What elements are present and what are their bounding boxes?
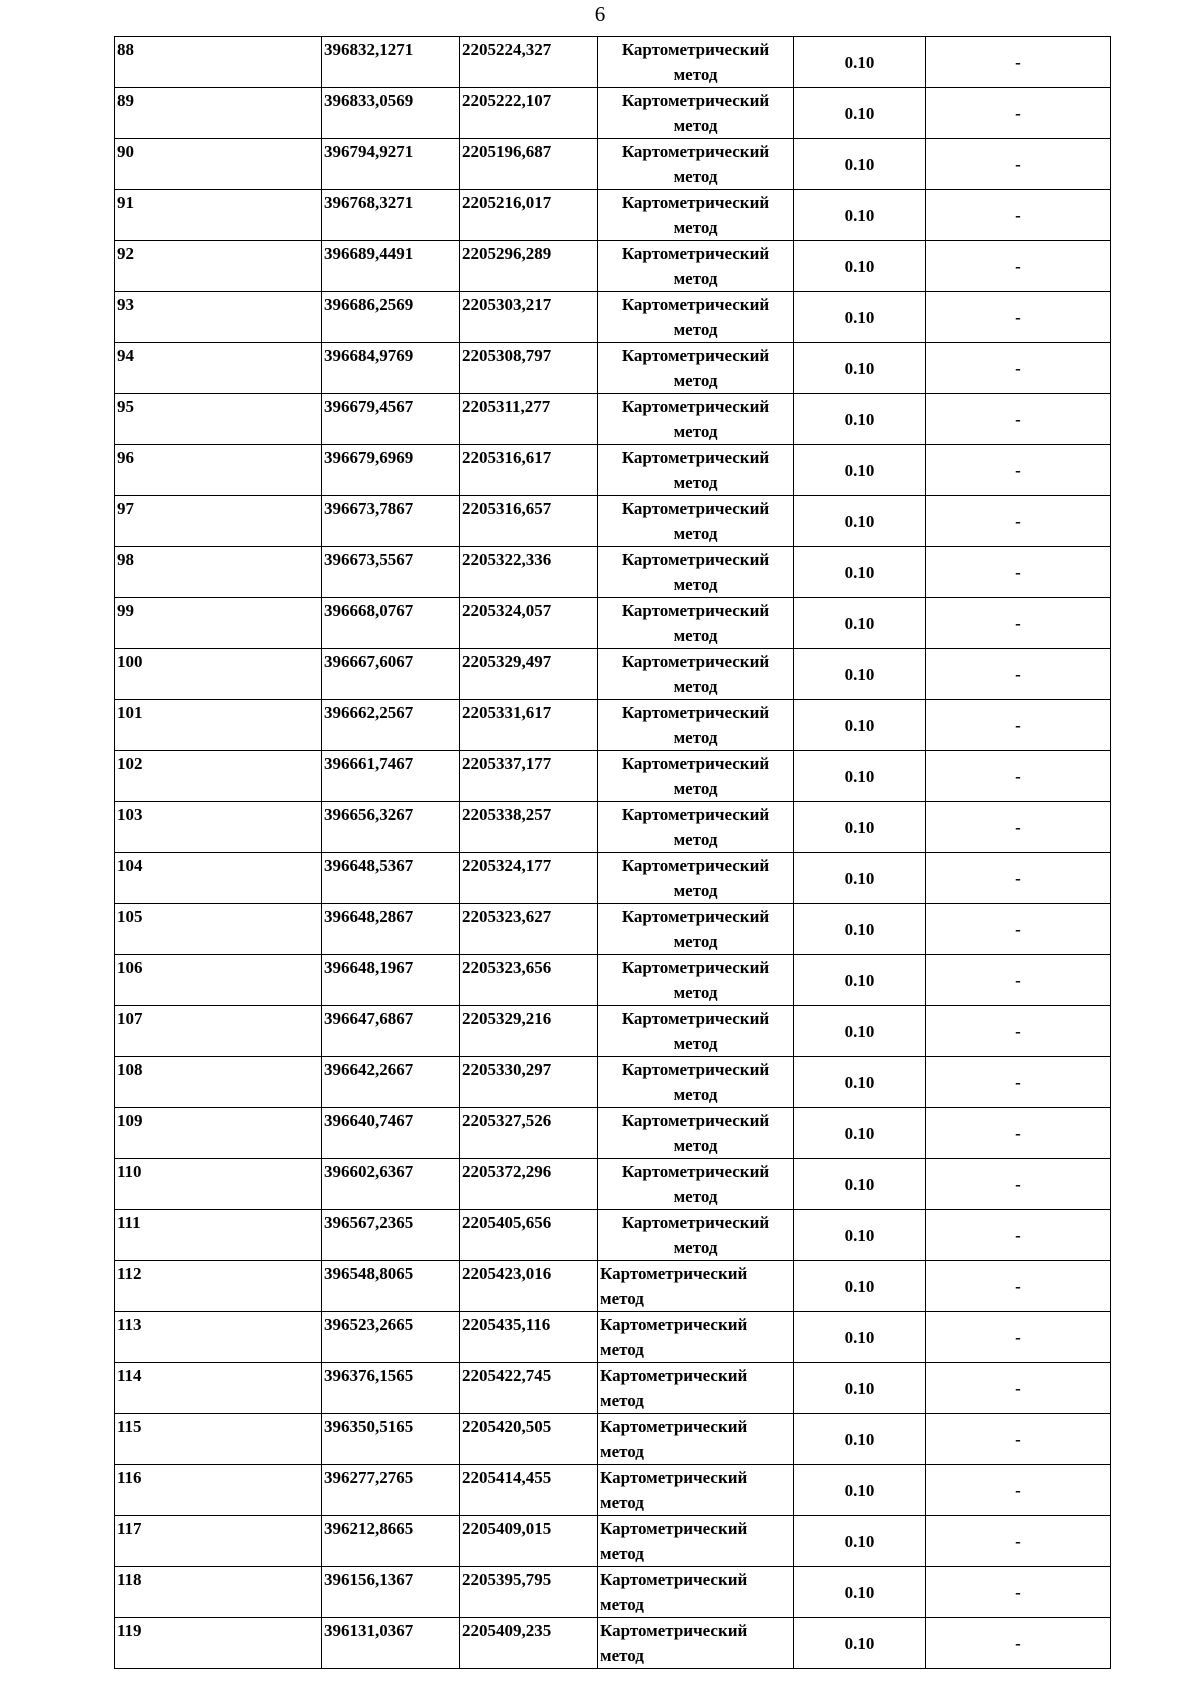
point-number-cell: 108 xyxy=(115,1057,322,1108)
accuracy-cell: 0.10 xyxy=(794,1414,926,1465)
method-line-2: метод xyxy=(600,1595,644,1614)
method-line-2: метод xyxy=(600,1289,644,1308)
method-line-1: Картометрический xyxy=(621,295,770,314)
x-coordinate-cell: 396794,9271 xyxy=(322,139,460,190)
method-line-2: метод xyxy=(673,779,718,798)
table-row xyxy=(115,1108,1111,1159)
x-coordinate-cell: 396768,3271 xyxy=(322,190,460,241)
point-number-cell: 90 xyxy=(115,139,322,190)
description-cell: - xyxy=(926,1465,1111,1516)
point-number-cell: 111 xyxy=(115,1210,322,1261)
y-coordinate-cell: 2205420,505 xyxy=(460,1414,598,1465)
method-cell xyxy=(598,1210,794,1261)
table-row xyxy=(115,700,1111,751)
description-cell: - xyxy=(926,394,1111,445)
point-number-cell: 116 xyxy=(115,1465,322,1516)
x-coordinate-cell: 396156,1367 xyxy=(322,1567,460,1618)
x-coordinate-cell: 396673,7867 xyxy=(322,496,460,547)
method-cell xyxy=(598,802,794,853)
point-number-cell: 110 xyxy=(115,1159,322,1210)
method-cell xyxy=(598,190,794,241)
x-coordinate-cell: 396640,7467 xyxy=(322,1108,460,1159)
point-number-cell: 89 xyxy=(115,88,322,139)
method-line-2: метод xyxy=(673,1034,718,1053)
method-line-1: Картометрический xyxy=(600,1315,748,1334)
method-line-2: метод xyxy=(673,524,718,543)
table-row xyxy=(115,1465,1111,1516)
description-cell: - xyxy=(926,904,1111,955)
x-coordinate-cell: 396679,6969 xyxy=(322,445,460,496)
method-line-1: Картометрический xyxy=(621,1213,770,1232)
method-line-1: Картометрический xyxy=(621,1060,770,1079)
method-line-1: Картометрический xyxy=(600,1417,748,1436)
method-cell xyxy=(598,292,794,343)
point-number-cell: 100 xyxy=(115,649,322,700)
table-row xyxy=(115,955,1111,1006)
method-line-1: Картометрический xyxy=(621,1111,770,1130)
point-number-cell: 105 xyxy=(115,904,322,955)
accuracy-cell: 0.10 xyxy=(794,394,926,445)
point-number-cell: 117 xyxy=(115,1516,322,1567)
y-coordinate-cell: 2205435,116 xyxy=(460,1312,598,1363)
table-row xyxy=(115,802,1111,853)
table-row xyxy=(115,751,1111,802)
point-number-cell: 115 xyxy=(115,1414,322,1465)
point-number-cell: 101 xyxy=(115,700,322,751)
y-coordinate-cell: 2205405,656 xyxy=(460,1210,598,1261)
description-cell: - xyxy=(926,1159,1111,1210)
point-number-cell: 95 xyxy=(115,394,322,445)
point-number-cell: 93 xyxy=(115,292,322,343)
accuracy-cell: 0.10 xyxy=(794,1210,926,1261)
accuracy-cell: 0.10 xyxy=(794,1057,926,1108)
description-cell: - xyxy=(926,496,1111,547)
table-row xyxy=(115,853,1111,904)
method-cell xyxy=(598,88,794,139)
method-line-2: метод xyxy=(673,269,718,288)
y-coordinate-cell: 2205330,297 xyxy=(460,1057,598,1108)
y-coordinate-cell: 2205324,177 xyxy=(460,853,598,904)
y-coordinate-cell: 2205423,016 xyxy=(460,1261,598,1312)
table-row xyxy=(115,445,1111,496)
method-line-1: Картометрический xyxy=(621,142,770,161)
method-cell xyxy=(598,1414,794,1465)
method-line-2: метод xyxy=(673,473,718,492)
method-cell xyxy=(598,649,794,700)
table-row xyxy=(115,241,1111,292)
x-coordinate-cell: 396667,6067 xyxy=(322,649,460,700)
description-cell: - xyxy=(926,1210,1111,1261)
method-line-2: метод xyxy=(673,1238,718,1257)
x-coordinate-cell: 396567,2365 xyxy=(322,1210,460,1261)
method-line-1: Картометрический xyxy=(621,550,770,569)
point-number-cell: 92 xyxy=(115,241,322,292)
table-row xyxy=(115,1159,1111,1210)
point-number-cell: 97 xyxy=(115,496,322,547)
accuracy-cell: 0.10 xyxy=(794,649,926,700)
description-cell: - xyxy=(926,751,1111,802)
method-line-1: Картометрический xyxy=(621,601,770,620)
description-cell: - xyxy=(926,1006,1111,1057)
table-row xyxy=(115,139,1111,190)
method-line-2: метод xyxy=(673,320,718,339)
method-line-2: метод xyxy=(673,1187,718,1206)
description-cell: - xyxy=(926,1618,1111,1669)
accuracy-cell: 0.10 xyxy=(794,1108,926,1159)
method-line-1: Картометрический xyxy=(621,499,770,518)
table-row xyxy=(115,1006,1111,1057)
point-number-cell: 88 xyxy=(115,37,322,88)
method-line-1: Картометрический xyxy=(621,805,770,824)
description-cell: - xyxy=(926,853,1111,904)
accuracy-cell: 0.10 xyxy=(794,751,926,802)
accuracy-cell: 0.10 xyxy=(794,496,926,547)
method-cell xyxy=(598,1363,794,1414)
x-coordinate-cell: 396661,7467 xyxy=(322,751,460,802)
method-line-1: Картометрический xyxy=(621,244,770,263)
method-cell xyxy=(598,1159,794,1210)
description-cell: - xyxy=(926,547,1111,598)
description-cell: - xyxy=(926,37,1111,88)
accuracy-cell: 0.10 xyxy=(794,1567,926,1618)
table-row xyxy=(115,1567,1111,1618)
description-cell: - xyxy=(926,445,1111,496)
method-line-2: метод xyxy=(673,830,718,849)
y-coordinate-cell: 2205303,217 xyxy=(460,292,598,343)
description-cell: - xyxy=(926,1312,1111,1363)
description-cell: - xyxy=(926,1261,1111,1312)
accuracy-cell: 0.10 xyxy=(794,292,926,343)
method-cell xyxy=(598,955,794,1006)
point-number-cell: 96 xyxy=(115,445,322,496)
accuracy-cell: 0.10 xyxy=(794,1363,926,1414)
point-number-cell: 119 xyxy=(115,1618,322,1669)
method-line-2: метод xyxy=(600,1493,644,1512)
y-coordinate-cell: 2205224,327 xyxy=(460,37,598,88)
method-line-1: Картометрический xyxy=(621,40,770,59)
table-row xyxy=(115,1210,1111,1261)
method-cell xyxy=(598,241,794,292)
method-line-2: метод xyxy=(600,1391,644,1410)
point-number-cell: 109 xyxy=(115,1108,322,1159)
table-row xyxy=(115,1618,1111,1669)
x-coordinate-cell: 396679,4567 xyxy=(322,394,460,445)
table-row xyxy=(115,496,1111,547)
method-cell xyxy=(598,904,794,955)
method-line-1: Картометрический xyxy=(600,1366,748,1385)
table-row xyxy=(115,343,1111,394)
x-coordinate-cell: 396647,6867 xyxy=(322,1006,460,1057)
point-number-cell: 104 xyxy=(115,853,322,904)
coordinates-table xyxy=(114,36,1111,1669)
method-line-1: Картометрический xyxy=(621,1009,770,1028)
y-coordinate-cell: 2205409,235 xyxy=(460,1618,598,1669)
method-line-2: метод xyxy=(600,1442,644,1461)
y-coordinate-cell: 2205395,795 xyxy=(460,1567,598,1618)
point-number-cell: 98 xyxy=(115,547,322,598)
method-line-2: метод xyxy=(673,65,718,84)
method-cell xyxy=(598,1057,794,1108)
method-line-2: метод xyxy=(673,575,718,594)
method-cell xyxy=(598,1108,794,1159)
method-line-1: Картометрический xyxy=(600,1570,748,1589)
accuracy-cell: 0.10 xyxy=(794,139,926,190)
y-coordinate-cell: 2205422,745 xyxy=(460,1363,598,1414)
description-cell: - xyxy=(926,292,1111,343)
accuracy-cell: 0.10 xyxy=(794,241,926,292)
table-row xyxy=(115,1261,1111,1312)
method-line-2: метод xyxy=(673,881,718,900)
accuracy-cell: 0.10 xyxy=(794,1465,926,1516)
accuracy-cell: 0.10 xyxy=(794,1006,926,1057)
accuracy-cell: 0.10 xyxy=(794,1261,926,1312)
accuracy-cell: 0.10 xyxy=(794,1159,926,1210)
x-coordinate-cell: 396602,6367 xyxy=(322,1159,460,1210)
y-coordinate-cell: 2205331,617 xyxy=(460,700,598,751)
method-line-1: Картометрический xyxy=(621,193,770,212)
table-row xyxy=(115,190,1111,241)
method-line-2: метод xyxy=(600,1340,644,1359)
description-cell: - xyxy=(926,190,1111,241)
description-cell: - xyxy=(926,343,1111,394)
x-coordinate-cell: 396131,0367 xyxy=(322,1618,460,1669)
accuracy-cell: 0.10 xyxy=(794,343,926,394)
description-cell: - xyxy=(926,139,1111,190)
method-line-2: метод xyxy=(673,371,718,390)
x-coordinate-cell: 396684,9769 xyxy=(322,343,460,394)
description-cell: - xyxy=(926,802,1111,853)
table-row xyxy=(115,394,1111,445)
table-row xyxy=(115,1363,1111,1414)
description-cell: - xyxy=(926,1414,1111,1465)
accuracy-cell: 0.10 xyxy=(794,904,926,955)
method-line-2: метод xyxy=(673,167,718,186)
method-line-1: Картометрический xyxy=(600,1264,748,1283)
method-cell xyxy=(598,598,794,649)
method-cell xyxy=(598,1006,794,1057)
method-line-1: Картометрический xyxy=(621,1162,770,1181)
x-coordinate-cell: 396648,1967 xyxy=(322,955,460,1006)
point-number-cell: 91 xyxy=(115,190,322,241)
description-cell: - xyxy=(926,1057,1111,1108)
accuracy-cell: 0.10 xyxy=(794,190,926,241)
y-coordinate-cell: 2205372,296 xyxy=(460,1159,598,1210)
y-coordinate-cell: 2205414,455 xyxy=(460,1465,598,1516)
method-cell xyxy=(598,700,794,751)
x-coordinate-cell: 396523,2665 xyxy=(322,1312,460,1363)
method-cell xyxy=(598,445,794,496)
y-coordinate-cell: 2205329,497 xyxy=(460,649,598,700)
x-coordinate-cell: 396668,0767 xyxy=(322,598,460,649)
point-number-cell: 94 xyxy=(115,343,322,394)
y-coordinate-cell: 2205323,627 xyxy=(460,904,598,955)
y-coordinate-cell: 2205329,216 xyxy=(460,1006,598,1057)
method-line-2: метод xyxy=(673,677,718,696)
accuracy-cell: 0.10 xyxy=(794,1516,926,1567)
description-cell: - xyxy=(926,1363,1111,1414)
x-coordinate-cell: 396642,2667 xyxy=(322,1057,460,1108)
method-line-2: метод xyxy=(673,218,718,237)
description-cell: - xyxy=(926,1108,1111,1159)
y-coordinate-cell: 2205316,617 xyxy=(460,445,598,496)
point-number-cell: 118 xyxy=(115,1567,322,1618)
accuracy-cell: 0.10 xyxy=(794,445,926,496)
method-cell xyxy=(598,1312,794,1363)
y-coordinate-cell: 2205323,656 xyxy=(460,955,598,1006)
y-coordinate-cell: 2205338,257 xyxy=(460,802,598,853)
y-coordinate-cell: 2205337,177 xyxy=(460,751,598,802)
table-row xyxy=(115,1057,1111,1108)
accuracy-cell: 0.10 xyxy=(794,802,926,853)
method-cell xyxy=(598,1567,794,1618)
method-cell xyxy=(598,394,794,445)
x-coordinate-cell: 396689,4491 xyxy=(322,241,460,292)
table-row xyxy=(115,1414,1111,1465)
y-coordinate-cell: 2205196,687 xyxy=(460,139,598,190)
accuracy-cell: 0.10 xyxy=(794,88,926,139)
description-cell: - xyxy=(926,241,1111,292)
point-number-cell: 113 xyxy=(115,1312,322,1363)
method-line-2: метод xyxy=(673,1136,718,1155)
y-coordinate-cell: 2205324,057 xyxy=(460,598,598,649)
method-line-1: Картометрический xyxy=(621,703,770,722)
x-coordinate-cell: 396548,8065 xyxy=(322,1261,460,1312)
method-cell xyxy=(598,751,794,802)
accuracy-cell: 0.10 xyxy=(794,598,926,649)
accuracy-cell: 0.10 xyxy=(794,37,926,88)
method-cell xyxy=(598,1261,794,1312)
x-coordinate-cell: 396648,5367 xyxy=(322,853,460,904)
method-cell xyxy=(598,1465,794,1516)
method-line-2: метод xyxy=(673,116,718,135)
method-line-1: Картометрический xyxy=(621,754,770,773)
x-coordinate-cell: 396673,5567 xyxy=(322,547,460,598)
description-cell: - xyxy=(926,1516,1111,1567)
method-cell xyxy=(598,496,794,547)
description-cell: - xyxy=(926,649,1111,700)
x-coordinate-cell: 396833,0569 xyxy=(322,88,460,139)
table-row xyxy=(115,649,1111,700)
accuracy-cell: 0.10 xyxy=(794,1618,926,1669)
accuracy-cell: 0.10 xyxy=(794,547,926,598)
description-cell: - xyxy=(926,1567,1111,1618)
method-line-1: Картометрический xyxy=(621,397,770,416)
page-number: 6 xyxy=(594,2,606,26)
method-line-1: Картометрический xyxy=(600,1621,748,1640)
accuracy-cell: 0.10 xyxy=(794,853,926,904)
y-coordinate-cell: 2205327,526 xyxy=(460,1108,598,1159)
method-cell xyxy=(598,547,794,598)
coordinates-table-body xyxy=(115,37,1111,1669)
method-cell xyxy=(598,853,794,904)
method-line-1: Картометрический xyxy=(621,346,770,365)
y-coordinate-cell: 2205409,015 xyxy=(460,1516,598,1567)
point-number-cell: 103 xyxy=(115,802,322,853)
method-line-1: Картометрический xyxy=(621,958,770,977)
method-line-1: Картометрический xyxy=(621,907,770,926)
table-row xyxy=(115,598,1111,649)
point-number-cell: 114 xyxy=(115,1363,322,1414)
table-row xyxy=(115,904,1111,955)
method-line-2: метод xyxy=(673,422,718,441)
method-line-2: метод xyxy=(600,1646,644,1665)
method-line-2: метод xyxy=(600,1544,644,1563)
accuracy-cell: 0.10 xyxy=(794,1312,926,1363)
method-line-1: Картометрический xyxy=(621,856,770,875)
accuracy-cell: 0.10 xyxy=(794,955,926,1006)
x-coordinate-cell: 396832,1271 xyxy=(322,37,460,88)
accuracy-cell: 0.10 xyxy=(794,700,926,751)
x-coordinate-cell: 396686,2569 xyxy=(322,292,460,343)
point-number-cell: 107 xyxy=(115,1006,322,1057)
x-coordinate-cell: 396350,5165 xyxy=(322,1414,460,1465)
description-cell: - xyxy=(926,700,1111,751)
method-cell xyxy=(598,37,794,88)
x-coordinate-cell: 396277,2765 xyxy=(322,1465,460,1516)
x-coordinate-cell: 396376,1565 xyxy=(322,1363,460,1414)
method-line-1: Картометрический xyxy=(621,652,770,671)
method-line-2: метод xyxy=(673,983,718,1002)
x-coordinate-cell: 396212,8665 xyxy=(322,1516,460,1567)
method-cell xyxy=(598,343,794,394)
x-coordinate-cell: 396648,2867 xyxy=(322,904,460,955)
method-cell xyxy=(598,1618,794,1669)
method-line-2: метод xyxy=(673,626,718,645)
y-coordinate-cell: 2205308,797 xyxy=(460,343,598,394)
method-cell xyxy=(598,139,794,190)
method-line-2: метод xyxy=(673,1085,718,1104)
point-number-cell: 106 xyxy=(115,955,322,1006)
x-coordinate-cell: 396656,3267 xyxy=(322,802,460,853)
point-number-cell: 102 xyxy=(115,751,322,802)
table-row xyxy=(115,292,1111,343)
method-line-1: Картометрический xyxy=(621,91,770,110)
method-line-1: Картометрический xyxy=(621,448,770,467)
x-coordinate-cell: 396662,2567 xyxy=(322,700,460,751)
method-cell xyxy=(598,1516,794,1567)
y-coordinate-cell: 2205216,017 xyxy=(460,190,598,241)
point-number-cell: 99 xyxy=(115,598,322,649)
table-row xyxy=(115,1312,1111,1363)
table-row xyxy=(115,37,1111,88)
y-coordinate-cell: 2205322,336 xyxy=(460,547,598,598)
method-line-2: метод xyxy=(673,728,718,747)
y-coordinate-cell: 2205311,277 xyxy=(460,394,598,445)
point-number-cell: 112 xyxy=(115,1261,322,1312)
description-cell: - xyxy=(926,598,1111,649)
method-line-1: Картометрический xyxy=(600,1468,748,1487)
table-row xyxy=(115,88,1111,139)
table-row xyxy=(115,1516,1111,1567)
method-line-2: метод xyxy=(673,932,718,951)
method-line-1: Картометрический xyxy=(600,1519,748,1538)
y-coordinate-cell: 2205222,107 xyxy=(460,88,598,139)
description-cell: - xyxy=(926,955,1111,1006)
table-row xyxy=(115,547,1111,598)
y-coordinate-cell: 2205296,289 xyxy=(460,241,598,292)
description-cell: - xyxy=(926,88,1111,139)
y-coordinate-cell: 2205316,657 xyxy=(460,496,598,547)
